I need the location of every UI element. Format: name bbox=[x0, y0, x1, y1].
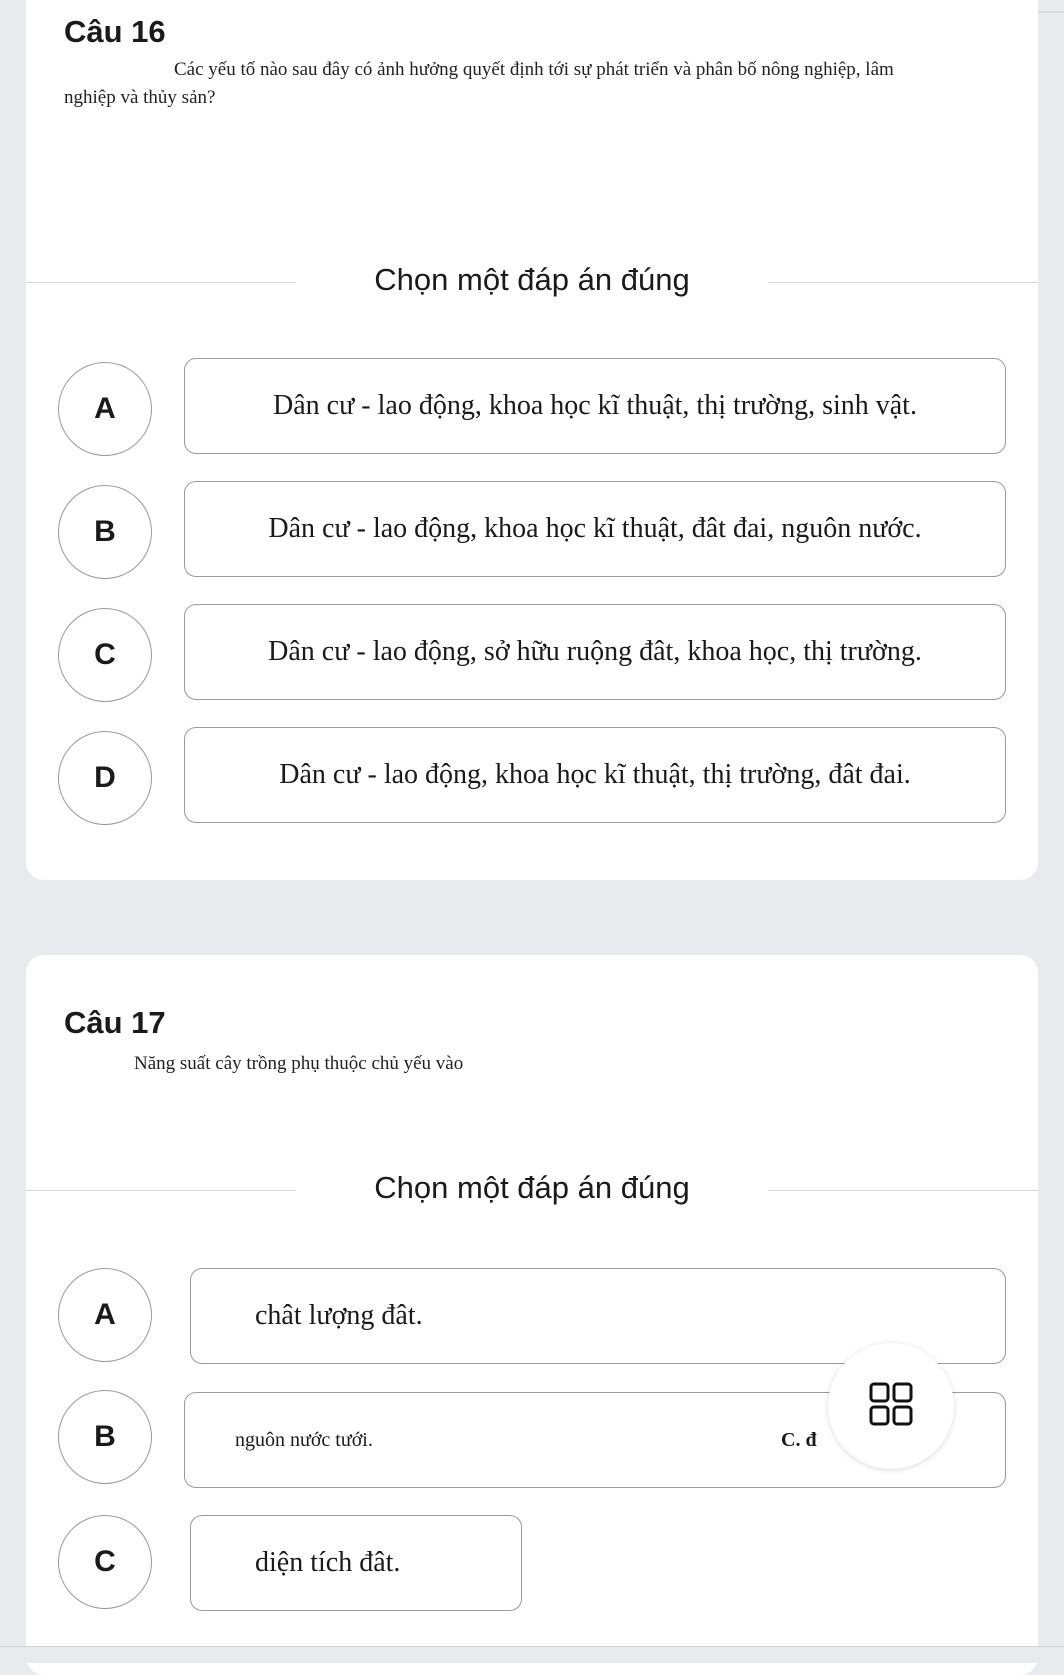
option-b-text: Dân cư - lao động, khoa học kĩ thuật, đât đai, nguôn nước. bbox=[268, 513, 922, 544]
question-text-line-2: nghiệp và thủy sản? bbox=[64, 87, 216, 108]
option-c-answer[interactable] bbox=[184, 604, 1006, 700]
question-card-17 bbox=[26, 955, 1038, 1675]
option-c-answer[interactable] bbox=[190, 1515, 522, 1611]
option-d-answer[interactable] bbox=[184, 727, 1006, 823]
option-d-text: Dân cư - lao động, khoa học kĩ thuật, thị trường, đât đai. bbox=[279, 759, 911, 790]
option-d-circle[interactable]: D bbox=[58, 731, 152, 825]
question-text bbox=[64, 56, 978, 112]
option-a-circle[interactable]: A bbox=[58, 1268, 152, 1362]
question-grid-button[interactable] bbox=[828, 1343, 954, 1469]
question-card-16 bbox=[26, 0, 1038, 880]
option-c-circle[interactable]: C bbox=[58, 1515, 152, 1609]
option-a-answer[interactable] bbox=[184, 358, 1006, 454]
question-text-line-1: Các yếu tố nào sau đây có ảnh hưởng quyết định tới sự phát triển và phân bố nông nghiệp, lâm bbox=[174, 59, 894, 80]
option-c-text: diện tích đât. bbox=[255, 1547, 401, 1578]
question-title: Câu 16 bbox=[64, 14, 166, 49]
option-b-trailing-text: C. đ bbox=[781, 1428, 817, 1451]
answer-section-label: Chọn một đáp án đúng bbox=[374, 262, 690, 297]
option-a-text: chât lượng đât. bbox=[255, 1300, 423, 1331]
option-a-text: Dân cư - lao động, khoa học kĩ thuật, thị trường, sinh vật. bbox=[273, 390, 917, 421]
answer-section-label: Chọn một đáp án đúng bbox=[374, 1170, 690, 1205]
question-title: Câu 17 bbox=[64, 1005, 166, 1040]
answer-section-header bbox=[26, 1170, 1038, 1210]
grid-icon bbox=[869, 1382, 913, 1431]
option-b-circle[interactable]: B bbox=[58, 485, 152, 579]
option-c-text: Dân cư - lao động, sở hữu ruộng đât, khoa học, thị trường. bbox=[268, 636, 922, 667]
option-a-circle[interactable]: A bbox=[58, 362, 152, 456]
question-text bbox=[64, 1050, 978, 1078]
question-text-line-1: Năng suất cây trồng phụ thuộc chủ yếu vào bbox=[134, 1053, 464, 1074]
option-b-circle[interactable]: B bbox=[58, 1390, 152, 1484]
option-b-answer[interactable] bbox=[184, 481, 1006, 577]
divider-right bbox=[768, 282, 1038, 283]
divider-right bbox=[768, 1190, 1038, 1191]
option-c-circle[interactable]: C bbox=[58, 608, 152, 702]
bottom-strip bbox=[0, 1646, 1064, 1663]
option-b-text: nguôn nước tưới. bbox=[235, 1428, 373, 1451]
answer-section-header bbox=[26, 262, 1038, 302]
